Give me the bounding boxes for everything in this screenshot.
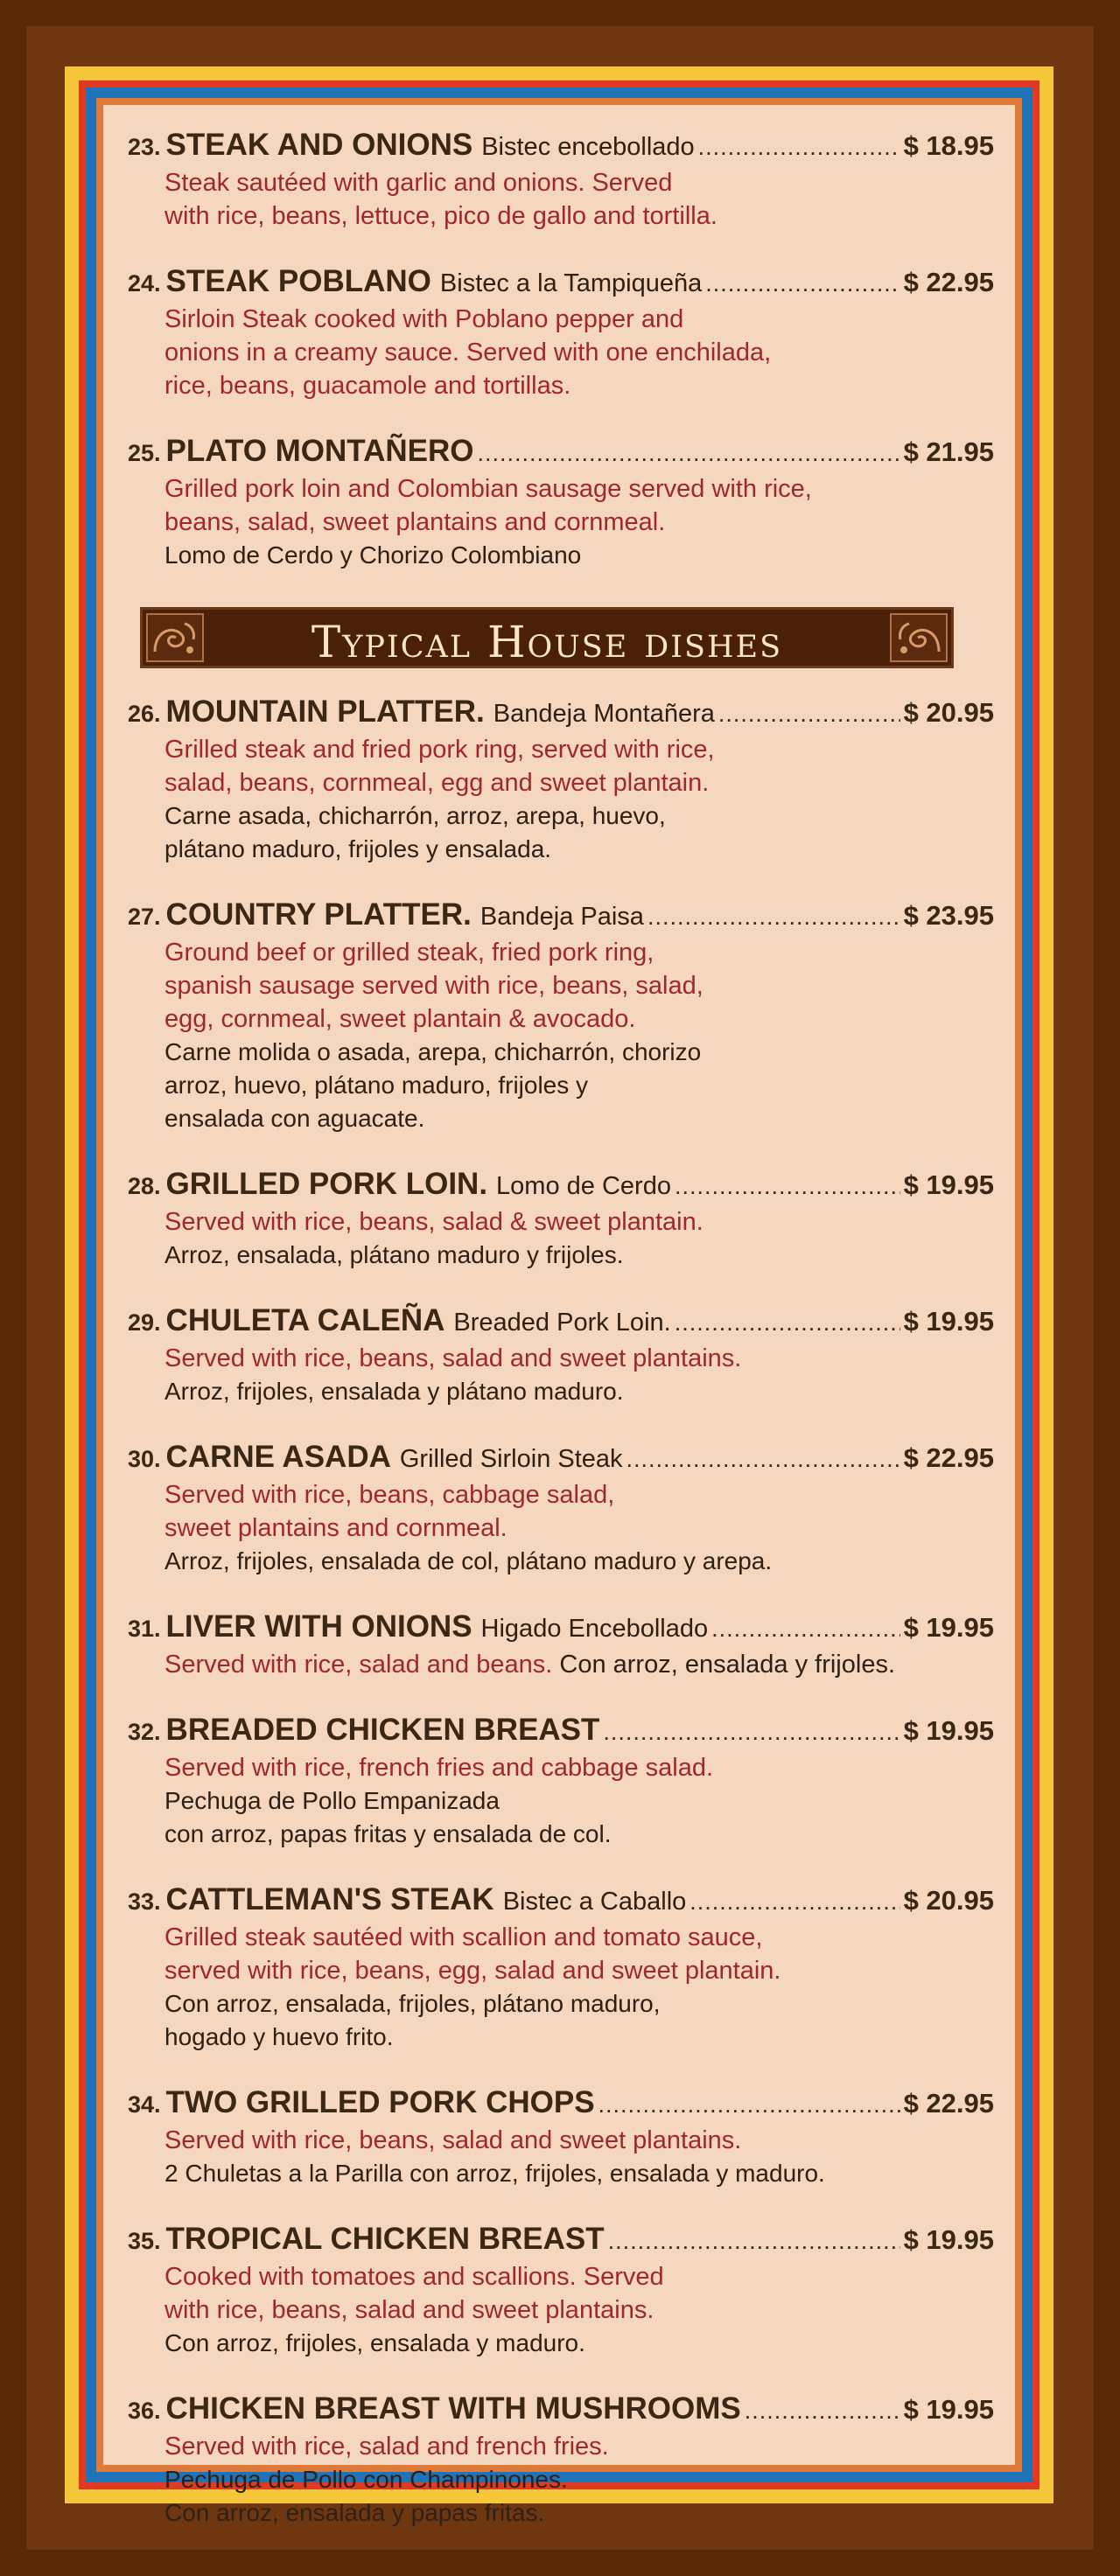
item-spanish-description: Arroz, frijoles, ensalada de col, plátano maduro y arepa.: [164, 1547, 773, 1574]
item-price: $ 22.95: [903, 267, 994, 297]
item-spanish-name: Bistec encebollado: [481, 133, 695, 161]
item-description: [164, 1205, 994, 1239]
item-name: LIVER WITH ONIONS: [165, 1609, 472, 1644]
item-spanish-description: Pechuga de Pollo con Champinones. Con arroz, ensalada y papas fritas.: [164, 2466, 568, 2526]
menu-item: [128, 432, 994, 572]
item-name: PLATO MONTAÑERO: [165, 434, 474, 468]
dot-leader: [745, 2391, 900, 2430]
item-description: [164, 166, 994, 233]
item-spanish-description: Pechuga de Pollo Empanizada con arroz, papas fritas y ensalada de col.: [164, 1787, 612, 1847]
dot-leader: [711, 1609, 900, 1648]
item-spanish-description: Carne molida o asada, arepa, chicharrón, chorizo arroz, huevo, plátano maduro, frijoles y ensalada con aguacate.: [164, 1038, 702, 1132]
item-name: MOUNTAIN PLATTER.: [165, 695, 485, 729]
item-description-text: Served with rice, beans, salad & sweet plantain.: [164, 1208, 704, 1236]
menu-item: [128, 1302, 994, 1408]
item-price: $ 19.95: [903, 1612, 994, 1643]
item-price: $ 19.95: [903, 1715, 994, 1746]
item-spanish-name: Lomo de Cerdo: [496, 1172, 671, 1200]
dot-leader: [603, 1713, 900, 1751]
item-name: CHICKEN BREAST WITH MUSHROOMS: [165, 2391, 741, 2426]
item-description: [164, 1648, 994, 1681]
item-spanish-description: Carne asada, chicharrón, arroz, arepa, huevo, plátano maduro, frijoles y ensalada.: [164, 802, 666, 862]
item-spanish-name: Bistec a Caballo: [502, 1888, 687, 1916]
item-name: CHULETA CALEÑA: [165, 1303, 445, 1337]
dot-leader: [648, 897, 900, 936]
item-name: TWO GRILLED PORK CHOPS: [165, 2085, 595, 2119]
item-spanish-description: Arroz, ensalada, plátano maduro y frijoles.: [164, 1241, 624, 1268]
item-description-text: Sirloin Steak cooked with Poblano pepper and onions in a creamy sauce. Served with one enchilada, rice, beans, guacamole and tortillas.: [164, 305, 772, 400]
menu-item-headline: [128, 2084, 994, 2124]
item-number: 26.: [128, 701, 161, 727]
scroll-ornament-icon: [890, 613, 948, 662]
menu-content: [128, 126, 994, 2559]
item-description: [164, 1478, 994, 1545]
menu-items-house: [128, 693, 994, 2530]
item-description: [164, 1921, 994, 1987]
item-description-text: Served with rice, salad and beans.: [164, 1651, 553, 1679]
item-description-text: Ground beef or grilled steak, fried pork ring, spanish sausage served with rice, beans, salad, egg, cornmeal, sweet plantain & avocado.: [164, 939, 704, 1033]
item-description-text: Grilled steak sautéed with scallion and tomato sauce, served with rice, beans, egg, salad and sweet plantain.: [164, 1923, 781, 1985]
item-description: [164, 733, 994, 799]
menu-item-headline: [128, 1302, 994, 1342]
item-price: $ 21.95: [903, 436, 994, 467]
menu-items-top: [128, 126, 994, 572]
item-description: [164, 2260, 994, 2327]
item-spanish-name: Bandeja Montañera: [493, 700, 715, 728]
item-name: STEAK AND ONIONS: [165, 128, 473, 162]
item-number: 31.: [128, 1616, 161, 1642]
item-description-text: Served with rice, french fries and cabbage salad.: [164, 1754, 714, 1782]
item-number: 32.: [128, 1719, 161, 1745]
item-description-text: Served with rice, beans, salad and sweet plantains.: [164, 2126, 742, 2154]
dot-leader: [675, 1303, 900, 1342]
item-description: [164, 936, 994, 1036]
item-spanish-description: Con arroz, ensalada, frijoles, plátano maduro, hogado y huevo frito.: [164, 1990, 661, 2050]
item-spanish-name: Higado Encebollado: [480, 1615, 709, 1643]
item-number: 28.: [128, 1173, 161, 1199]
item-number: 34.: [128, 2091, 161, 2118]
item-description: [164, 2124, 994, 2157]
dot-leader: [675, 1167, 900, 1205]
item-spanish-name: Bandeja Paisa: [480, 903, 644, 931]
menu-item: [128, 896, 994, 1135]
item-description: [164, 472, 994, 539]
menu-item: [128, 2220, 994, 2360]
item-spanish-description: 2 Chuletas a la Parilla con arroz, frijoles, ensalada y maduro.: [164, 2160, 825, 2187]
menu-item-headline: [128, 2390, 994, 2430]
dot-leader: [598, 2085, 900, 2124]
section-title: Typical House dishes: [311, 617, 783, 667]
dot-leader: [698, 128, 900, 166]
item-name: COUNTRY PLATTER.: [165, 897, 472, 932]
item-name: BREADED CHICKEN BREAST: [165, 1713, 600, 1747]
item-name: TROPICAL CHICKEN BREAST: [165, 2222, 605, 2256]
item-spanish-description: Con arroz, frijoles, ensalada y maduro.: [164, 2329, 585, 2356]
item-price: $ 19.95: [903, 2224, 994, 2255]
item-price: $ 19.95: [903, 1169, 994, 1200]
menu-item: [128, 1608, 994, 1681]
menu-item-headline: [128, 1165, 994, 1205]
item-price: $ 19.95: [903, 1306, 994, 1337]
menu-item-headline: [128, 1438, 994, 1478]
item-spanish-name: Breaded Pork Loin.: [453, 1309, 671, 1337]
menu-item: [128, 126, 994, 233]
item-price: $ 18.95: [903, 130, 994, 161]
menu-item-headline: [128, 1608, 994, 1648]
item-price: $ 22.95: [903, 1442, 994, 1473]
menu-item-headline: [128, 896, 994, 936]
menu-item-headline: [128, 1711, 994, 1751]
item-description-text: Steak sautéed with garlic and onions. Served with rice, beans, lettuce, pico de gallo and tortilla.: [164, 169, 718, 230]
item-description: [164, 2430, 994, 2463]
item-description-text: Cooked with tomatoes and scallions. Served with rice, beans, salad and sweet plantains.: [164, 2263, 664, 2324]
item-spanish-name: Bistec a la Tampiqueña: [439, 269, 703, 297]
menu-item: [128, 693, 994, 866]
item-number: 27.: [128, 904, 161, 930]
dot-leader: [718, 695, 900, 733]
item-spanish-description: Arroz, frijoles, ensalada y plátano maduro.: [164, 1378, 624, 1405]
item-spanish-name: Grilled Sirloin Steak: [399, 1445, 623, 1473]
item-price: $ 20.95: [903, 697, 994, 728]
menu-item: [128, 1881, 994, 2054]
menu-item-headline: [128, 126, 994, 166]
item-name: CARNE ASADA: [165, 1440, 391, 1474]
item-number: 23.: [128, 134, 161, 160]
item-number: 24.: [128, 270, 161, 297]
item-number: 33.: [128, 1888, 161, 1915]
item-description-text: Served with rice, beans, cabbage salad, sweet plantains and cornmeal.: [164, 1481, 615, 1542]
menu-item-headline: [128, 693, 994, 733]
dot-leader: [608, 2222, 900, 2260]
item-number: 36.: [128, 2398, 161, 2424]
item-spanish-description: Lomo de Cerdo y Chorizo Colombiano: [164, 541, 582, 569]
item-price: $ 23.95: [903, 900, 994, 931]
menu-item: [128, 262, 994, 402]
item-description: [164, 1342, 994, 1375]
menu-item-headline: [128, 432, 994, 472]
menu-item-headline: [128, 2220, 994, 2260]
item-number: 30.: [128, 1446, 161, 1472]
section-banner: [140, 607, 954, 668]
dot-leader: [690, 1882, 900, 1921]
item-description-text: Served with rice, beans, salad and sweet plantains.: [164, 1344, 742, 1372]
menu-panel: [103, 105, 1015, 2526]
item-description: [164, 303, 994, 402]
item-number: 29.: [128, 1309, 161, 1336]
item-name: STEAK POBLANO: [165, 264, 431, 298]
dot-leader: [477, 434, 900, 472]
item-name: GRILLED PORK LOIN.: [165, 1167, 488, 1201]
item-number: 25.: [128, 440, 161, 466]
menu-item-headline: [128, 1881, 994, 1921]
item-price: $ 19.95: [903, 2394, 994, 2425]
item-price: $ 20.95: [903, 1885, 994, 1916]
item-description-text: Grilled steak and fried pork ring, served with rice, salad, beans, cornmeal, egg and sweet plantain.: [164, 736, 715, 797]
menu-item: [128, 1165, 994, 1272]
item-price: $ 22.95: [903, 2088, 994, 2119]
menu-item: [128, 1711, 994, 1851]
item-name: CATTLEMAN'S STEAK: [165, 1882, 494, 1916]
menu-item-headline: [128, 262, 994, 303]
menu-item: [128, 2084, 994, 2190]
item-description: [164, 1751, 994, 1784]
dot-leader: [705, 264, 900, 303]
item-spanish-description: Con arroz, ensalada y frijoles.: [559, 1651, 896, 1679]
item-description-text: Served with rice, salad and french fries.: [164, 2433, 609, 2461]
item-description-text: Grilled pork loin and Colombian sausage served with rice, beans, salad, sweet plantains and cornmeal.: [164, 475, 812, 536]
item-number: 35.: [128, 2228, 161, 2254]
dot-leader: [626, 1440, 900, 1478]
menu-item: [128, 2390, 994, 2530]
menu-item: [128, 1438, 994, 1578]
